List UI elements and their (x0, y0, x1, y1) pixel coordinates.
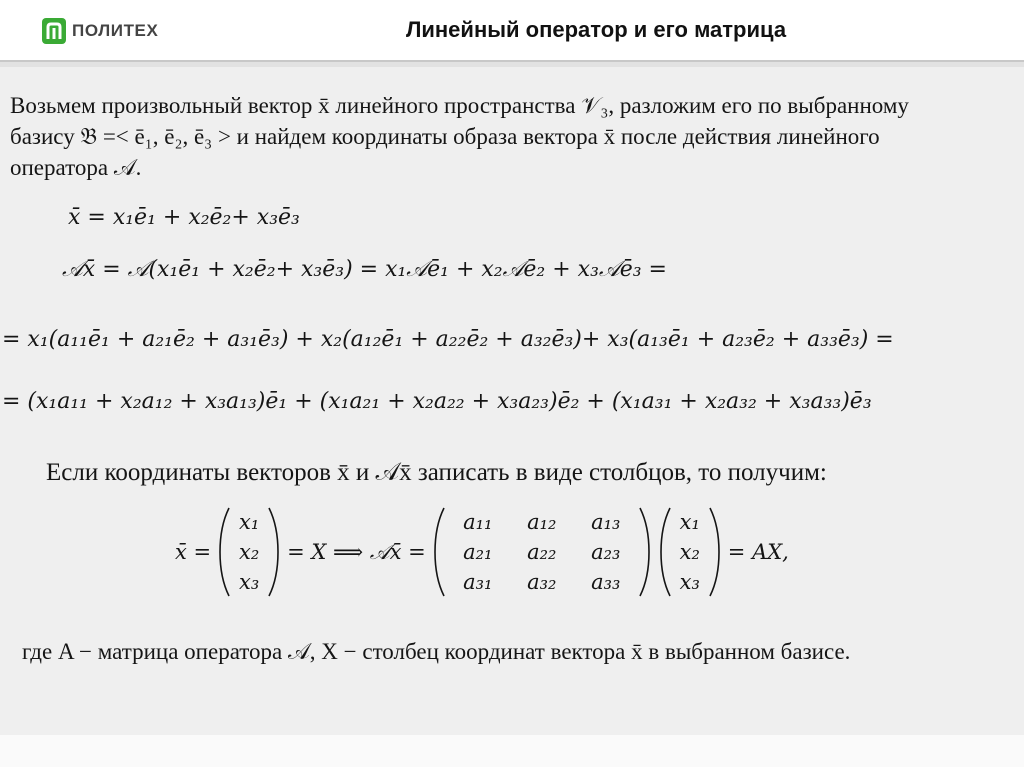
matrix-entry: a₃₁ (463, 570, 493, 594)
vector-entry: x₁ (679, 510, 700, 534)
vector-entry: x₁ (238, 510, 260, 534)
vector-entry: x₃ (238, 570, 260, 594)
coordinate-column-x (217, 506, 281, 598)
left-paren (658, 506, 672, 598)
right-paren (708, 506, 722, 598)
vector-entry: x₂ (679, 540, 700, 564)
vector-entry: x₃ (679, 570, 700, 594)
matrix-entry: a₁₃ (591, 510, 621, 534)
equation-operator-image: 𝒜x̄ = 𝒜(x₁ē₁ + x₂ē₂+ x₃ē₃) = x₁𝒜ē₁ + x₂𝒜ē₂ + x₃𝒜ē₃ = (62, 257, 667, 282)
operator-matrix (432, 506, 652, 598)
matrix-eq-rhs: = AX, (727, 540, 789, 564)
politech-logo-icon (42, 18, 66, 44)
matrix-entry: a₃₂ (527, 570, 557, 594)
logo (42, 18, 158, 44)
matrix-eq-middle: = X ⟹ 𝒜x̄ = (287, 539, 426, 564)
coordinate-column-x-2 (658, 506, 722, 598)
intro-line-1: Возьмем произвольный вектор x̄ линейного пространства 𝒱₃, разложим его по выбранному (10, 93, 909, 118)
intro-line-3: оператора 𝒜. (10, 155, 142, 180)
conclusion-text: где A − матрица оператора 𝒜, X − столбец координат вектора x̄ в выбранном базисе. (22, 639, 851, 664)
vector-entry: x₂ (238, 540, 260, 564)
right-paren (267, 506, 281, 598)
slide-footer (0, 735, 1024, 767)
equation-grouped: = (x₁a₁₁ + x₂a₁₂ + x₃a₁₃)ē₁ + (x₁a₂₁ + x₂a₂₂ + x₃a₂₃)ē₂ + (x₁a₃₁ + x₂a₃₂ + x₃a₃₃)ē₃ (2, 389, 872, 414)
matrix-entry: a₁₂ (527, 510, 557, 534)
matrix-entry: a₂₃ (591, 540, 621, 564)
equation-substitution: = x₁(a₁₁ē₁ + a₂₁ē₂ + a₃₁ē₃) + x₂(a₁₂ē₁ + a₂₂ē₂ + a₃₂ē₃)+ x₃(a₁₃ē₁ + a₂₃ē₂ + a₃₃ē₃) = (2, 327, 894, 352)
equation-expansion: x̄ = x₁ē₁ + x₂ē₂+ x₃ē₃ (68, 205, 300, 230)
matrix-equation (175, 506, 789, 598)
column-sentence: Если координаты векторов x̄ и 𝒜x̄ записать в виде столбцов, то получим: (46, 459, 827, 486)
header-divider-band (0, 62, 1024, 67)
left-paren (432, 506, 446, 598)
left-paren (217, 506, 231, 598)
matrix-entry: a₃₃ (591, 570, 621, 594)
slide-title: Линейный оператор и его матрица (405, 17, 787, 42)
matrix-eq-lhs: x̄ = (175, 540, 212, 564)
matrix-entry: a₂₁ (463, 540, 493, 564)
slide-header (0, 0, 1024, 60)
matrix-entry: a₁₁ (463, 510, 493, 534)
intro-line-2: базису 𝔅 =< ē₁, ē₂, ē₃ > и найдем координаты образа вектора x̄ после действия линейного (10, 124, 880, 149)
logo-text: ПОЛИТЕХ (72, 21, 159, 40)
matrix-entry: a₂₂ (527, 540, 557, 564)
right-paren (638, 506, 652, 598)
